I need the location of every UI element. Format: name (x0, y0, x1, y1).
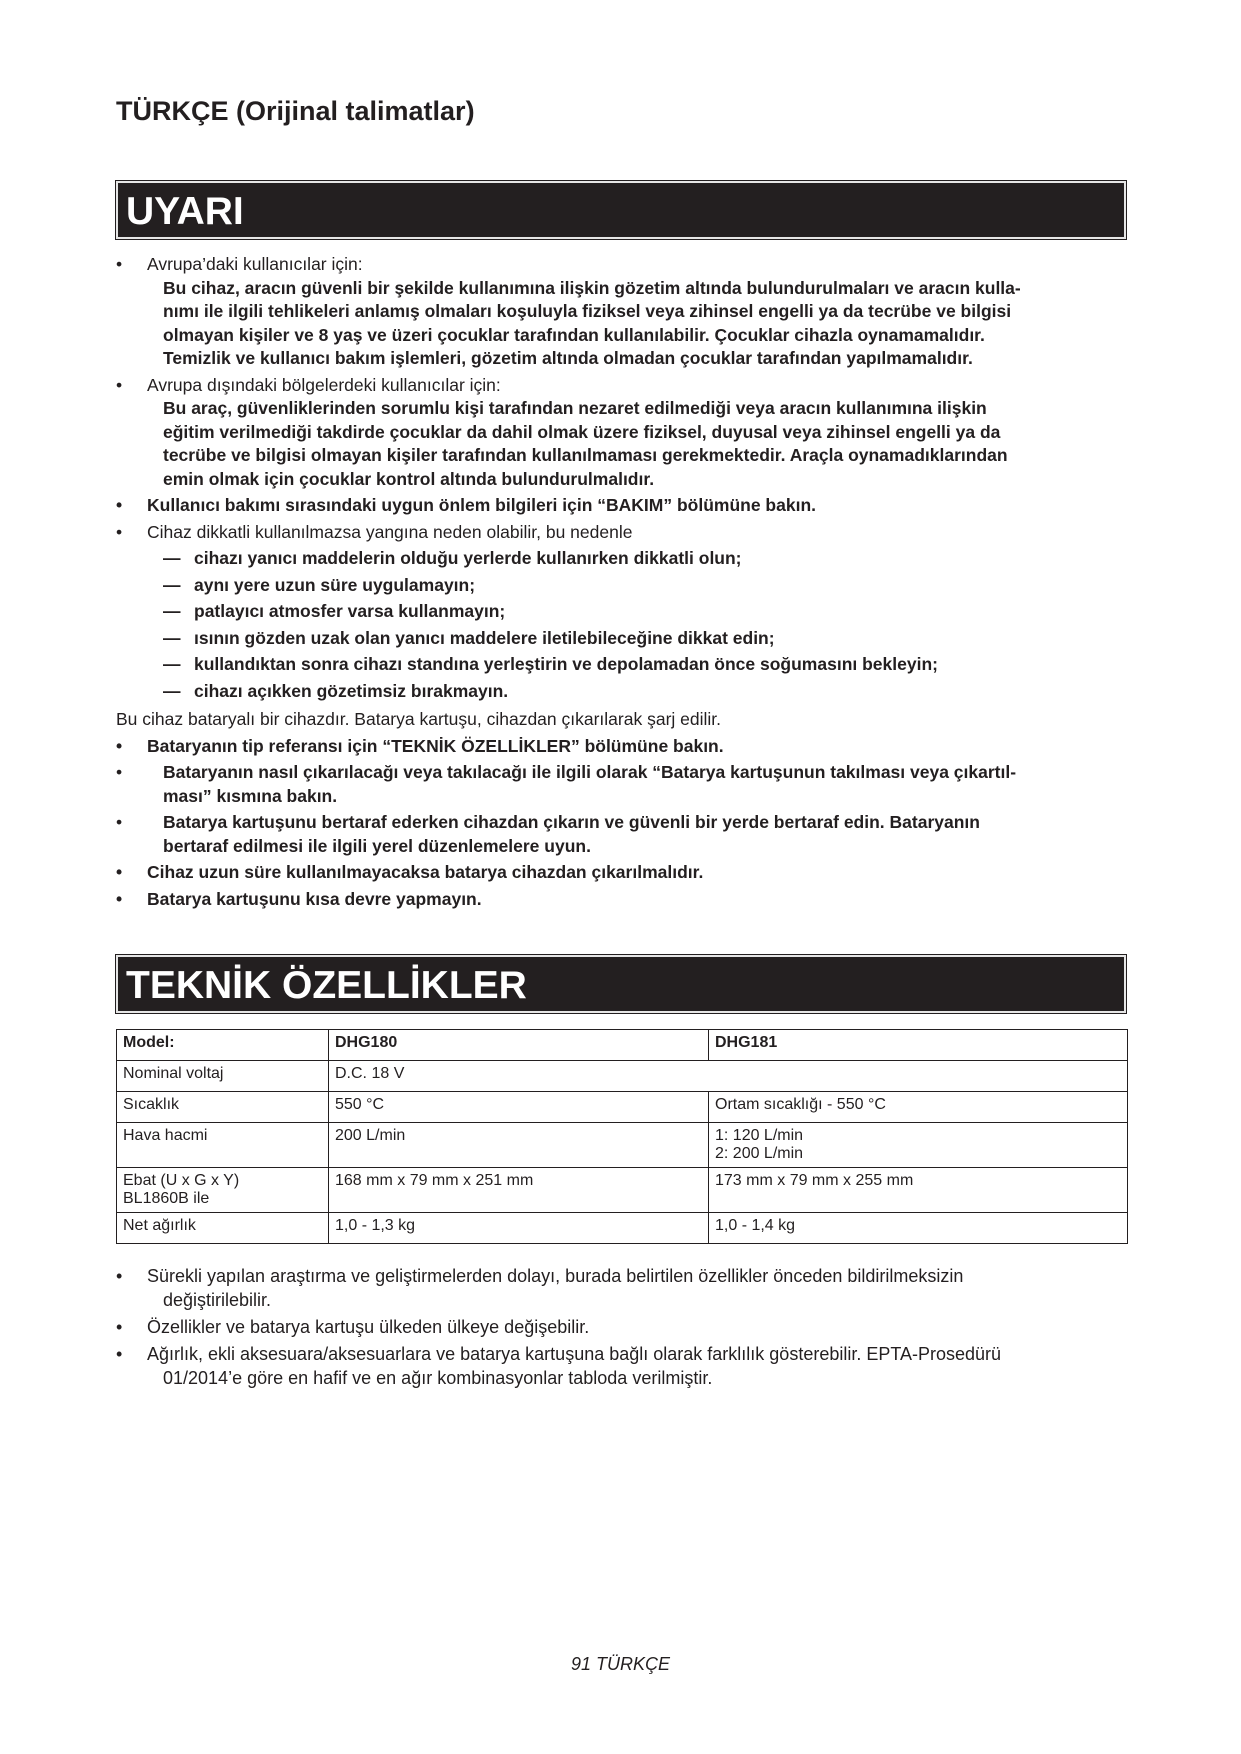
battery-short: Batarya kartuşunu kısa devre yapmayın. (147, 888, 482, 909)
battery-dispose-line: Batarya kartuşunu bertaraf ederken cihazdan çıkarın ve güvenli bir yerde bertaraf edin. Bataryanın (163, 812, 980, 832)
bullet-mark: • (116, 735, 123, 756)
spec-label: Sıcaklık (117, 1092, 329, 1123)
battery-dispose-line: bertaraf edilmesi ile ilgili yerel düzenlemelere uyun. (163, 835, 591, 856)
list-item (116, 811, 1126, 858)
bullet-mark: • (116, 1266, 123, 1286)
spec-value: DHG181 (709, 1030, 1128, 1061)
non-eu-text-line: tecrübe ve bilgisi olmayan kişiler tarafından kullanılmaması gerekmektedir. Araçla oynamadıklarından (163, 445, 1008, 465)
fire-item-text: aynı yere uzun süre uygulamayın; (194, 574, 476, 595)
list-item (116, 253, 1126, 371)
spec-value: Ortam sıcaklığı - 550 °C (709, 1092, 1128, 1123)
fire-item (116, 680, 1126, 704)
note-line: değiştirilebilir. (163, 1290, 272, 1310)
spec-value: 550 °C (329, 1092, 709, 1123)
eu-text-line: olmayan kişiler ve 8 yaş ve üzeri çocuklar tarafından kullanılabilir. Çocuklar cihazla oynamamalıdır. (163, 324, 985, 345)
bullet-mark: • (116, 521, 123, 542)
list-item (116, 761, 1126, 808)
spec-value (709, 1123, 1128, 1168)
fire-item-text: patlayıcı atmosfer varsa kullanmayın; (194, 601, 506, 621)
table-row (117, 1092, 1128, 1123)
note-line: 01/2014’e göre en hafif ve en ağır kombinasyonlar tabloda verilmiştir. (163, 1368, 713, 1388)
dash-mark: — (163, 601, 181, 621)
fire-item-text: ısının gözden uzak olan yanıcı maddelere iletilebileceğine dikkat edin; (194, 627, 775, 648)
fire-item (116, 574, 1126, 598)
spec-label: Net ağırlık (117, 1213, 329, 1244)
non-eu-text-line: eğitim verilmediği takdirde çocuklar da dahil olmak üzere fiziksel, duyusal veya zihinsel engelli ya da (163, 421, 1001, 442)
spec-label (117, 1168, 329, 1213)
dash-mark: — (163, 654, 181, 674)
list-item (116, 861, 1126, 885)
fire-item (116, 627, 1126, 651)
fire-item (116, 547, 1126, 571)
dash-mark: — (163, 680, 181, 701)
bullet-mark: • (116, 762, 123, 782)
table-row (117, 1168, 1128, 1213)
warning-content (116, 250, 1126, 911)
fire-intro: Cihaz dikkatli kullanılmazsa yangına neden olabilir, bu nedenle (147, 521, 633, 542)
spec-value: 200 L/min (329, 1123, 709, 1168)
dash-mark: — (163, 627, 181, 648)
list-item (116, 1342, 1126, 1390)
page-footer: 91 TÜRKÇE (570, 1654, 671, 1674)
spec-value: 1,0 - 1,4 kg (709, 1213, 1128, 1244)
bullet-mark: • (116, 862, 123, 882)
battery-ref: Bataryanın tip referansı için “TEKNİK ÖZELLİKLER” bölümüne bakın. (147, 735, 724, 756)
eu-text-line: Temizlik ve kullanıcı bakım işlemleri, gözetim altında olmadan çocuklar tarafından yapılmamalıdır. (163, 348, 973, 368)
bullet-mark: • (116, 812, 123, 832)
bullet-mark: • (116, 254, 123, 274)
page-title: TÜRKÇE (Orijinal talimatlar) (116, 96, 475, 126)
note-line: Özellikler ve batarya kartuşu ülkeden ülkeye değişebilir. (147, 1317, 590, 1337)
battery-remove-line: Bataryanın nasıl çıkarılacağı veya takılacağı ile ilgili olarak “Batarya kartuşunun takılması veya çıkartıl- (163, 762, 1017, 782)
dash-mark: — (163, 574, 181, 595)
spec-value: DHG180 (329, 1030, 709, 1061)
list-item (116, 374, 1126, 492)
eu-text-line: Bu cihaz, aracın güvenli bir şekilde kullanımına ilişkin gözetim altında bulundurulmaları ve aracın kulla- (163, 277, 1021, 298)
spec-value-line: 2: 200 L/min (715, 1145, 804, 1162)
list-item (116, 1264, 1126, 1312)
spec-label: Nominal voltaj (117, 1061, 329, 1092)
spec-label: Hava hacmi (117, 1123, 329, 1168)
spec-value: D.C. 18 V (329, 1061, 1128, 1092)
spec-value: 168 mm x 79 mm x 251 mm (329, 1168, 709, 1213)
table-row (117, 1123, 1128, 1168)
list-item (116, 888, 1126, 912)
list-item (116, 735, 1126, 759)
bullet-mark: • (116, 495, 123, 515)
non-eu-text-line: emin olmak için çocuklar kontrol altında bulundurulmalıdır. (163, 468, 655, 489)
spec-value-line: 1: 120 L/min (715, 1127, 804, 1144)
warning-heading: UYARI (116, 181, 1126, 239)
spec-label-line: Ebat (U x G x Y) (123, 1172, 240, 1189)
eu-text-line: nımı ile ilgili tehlikeleri anlamış olmaları koşuluyla fiziksel veya zihinsel engelli ya da tecrübe ve bilgisi (163, 301, 1012, 321)
non-eu-label: Avrupa dışındaki bölgelerdeki kullanıcılar için: (147, 374, 501, 395)
battery-remove-line: ması” kısmına bakın. (163, 785, 338, 806)
specs-table (116, 1029, 1128, 1244)
bullet-mark: • (116, 888, 123, 909)
spec-label: Model: (117, 1030, 329, 1061)
table-row (117, 1213, 1128, 1244)
non-eu-text-line: Bu araç, güvenliklerinden sorumlu kişi tarafından nezaret edilmediği veya aracın kullanımına ilişkin (163, 398, 987, 418)
battery-intro: Bu cihaz bataryalı bir cihazdır. Batarya kartuşu, cihazdan çıkarılarak şarj edilir. (116, 709, 721, 729)
spec-notes (116, 1261, 1126, 1390)
list-item (116, 521, 1126, 545)
fire-item (116, 653, 1126, 677)
fire-item-text: cihazı açıkken gözetimsiz bırakmayın. (194, 680, 509, 701)
specs-heading: TEKNİK ÖZELLİKLER (116, 955, 1126, 1013)
spec-label-line: BL1860B ile (123, 1190, 210, 1207)
note-line: Ağırlık, ekli aksesuara/aksesuarlara ve batarya kartuşuna bağlı olarak farklılık gösterebilir. EPTA-Prosedürü (147, 1344, 1002, 1364)
dash-mark: — (163, 548, 181, 568)
list-item (116, 494, 1126, 518)
table-row (117, 1030, 1128, 1061)
eu-label: Avrupa’daki kullanıcılar için: (147, 254, 363, 274)
bullet-mark: • (116, 374, 123, 395)
spec-value: 173 mm x 79 mm x 255 mm (709, 1168, 1128, 1213)
bullet-mark: • (116, 1344, 123, 1364)
maintenance-note: Kullanıcı bakımı sırasındaki uygun önlem bilgileri için “BAKIM” bölümüne bakın. (147, 495, 816, 515)
table-row (117, 1061, 1128, 1092)
fire-item-text: kullandıktan sonra cihazı standına yerleştirin ve depolamadan önce soğumasını bekleyin; (194, 654, 938, 674)
battery-long: Cihaz uzun süre kullanılmayacaksa batarya cihazdan çıkarılmalıdır. (147, 862, 704, 882)
fire-item (116, 600, 1126, 624)
spec-value: 1,0 - 1,3 kg (329, 1213, 709, 1244)
note-line: Sürekli yapılan araştırma ve geliştirmelerden dolayı, burada belirtilen özellikler önceden bildirilmeksizin (147, 1266, 964, 1286)
bullet-mark: • (116, 1317, 123, 1337)
list-item (116, 1315, 1126, 1339)
fire-item-text: cihazı yanıcı maddelerin olduğu yerlerde kullanırken dikkatli olun; (194, 548, 742, 568)
